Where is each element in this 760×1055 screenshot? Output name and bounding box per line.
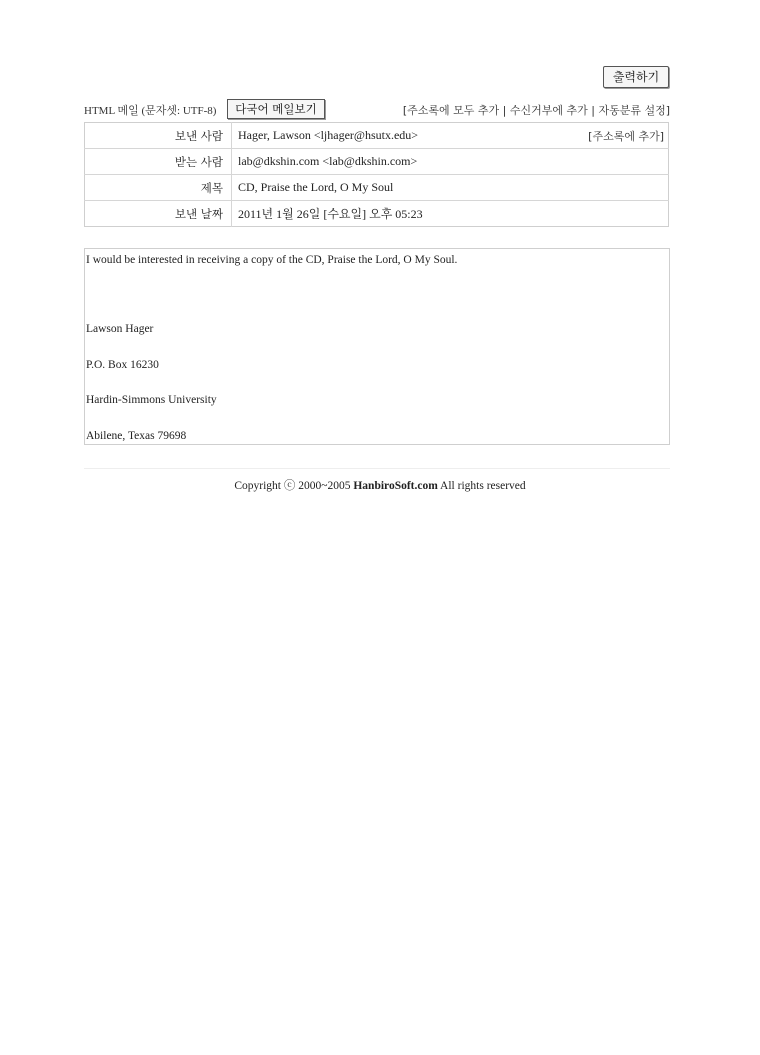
footer-divider bbox=[84, 468, 670, 469]
mail-header-table bbox=[84, 122, 669, 227]
brand-name: HanbiroSoft.com bbox=[353, 480, 438, 492]
mail-action-links bbox=[403, 102, 670, 118]
auto-sort-settings-link[interactable]: 자동분류 설정 bbox=[598, 104, 666, 117]
from-value: Hager, Lawson <ljhager@hsutx.edu> bbox=[238, 128, 419, 142]
copyright-prefix: Copyright ⓒ 2000~2005 bbox=[234, 480, 354, 492]
to-value: lab@dkshin.com <lab@dkshin.com> bbox=[232, 149, 669, 175]
add-all-to-contacts-link[interactable]: 주소록에 모두 추가 bbox=[407, 104, 500, 117]
body-line: Hardin-Simmons University bbox=[86, 394, 217, 406]
date-label: 보낸 날짜 bbox=[85, 201, 232, 227]
mail-body bbox=[84, 248, 670, 445]
date-value: 2011년 1월 26일 [수요일] 오후 05:23 bbox=[238, 207, 423, 221]
multilang-view-button[interactable]: 다국어 메일보기 bbox=[227, 99, 325, 119]
copyright-footer bbox=[0, 477, 760, 493]
bracket-open: [ bbox=[402, 104, 408, 117]
from-row bbox=[85, 123, 669, 149]
mail-toolbar bbox=[84, 99, 670, 119]
subject-value: CD, Praise the Lord, O My Soul bbox=[232, 175, 669, 201]
link-separator: | bbox=[499, 104, 510, 117]
html-mail-charset-label: HTML 메일 (문자셋: UTF-8) bbox=[84, 105, 217, 117]
subject-row bbox=[85, 175, 669, 201]
body-line: Abilene, Texas 79698 bbox=[86, 430, 187, 442]
add-to-blocklist-link[interactable]: 수신거부에 추가 bbox=[509, 104, 588, 117]
print-button[interactable]: 출력하기 bbox=[603, 66, 669, 88]
subject-label: 제목 bbox=[85, 175, 232, 201]
to-row bbox=[85, 149, 669, 175]
from-cell bbox=[232, 123, 669, 149]
date-row bbox=[85, 201, 669, 227]
copyright-suffix: All rights reserved bbox=[437, 480, 526, 492]
add-to-contacts-link[interactable]: [주소록에 추가] bbox=[588, 130, 664, 143]
body-line: P.O. Box 16230 bbox=[86, 359, 159, 371]
body-line: I would be interested in receiving a copy of the CD, Praise the Lord, O My Soul. bbox=[86, 254, 458, 266]
link-separator: | bbox=[587, 104, 599, 117]
from-label: 보낸 사람 bbox=[85, 123, 232, 149]
body-line: Lawson Hager bbox=[86, 323, 154, 335]
bracket-close: ] bbox=[665, 104, 670, 117]
to-label: 받는 사람 bbox=[85, 149, 232, 175]
